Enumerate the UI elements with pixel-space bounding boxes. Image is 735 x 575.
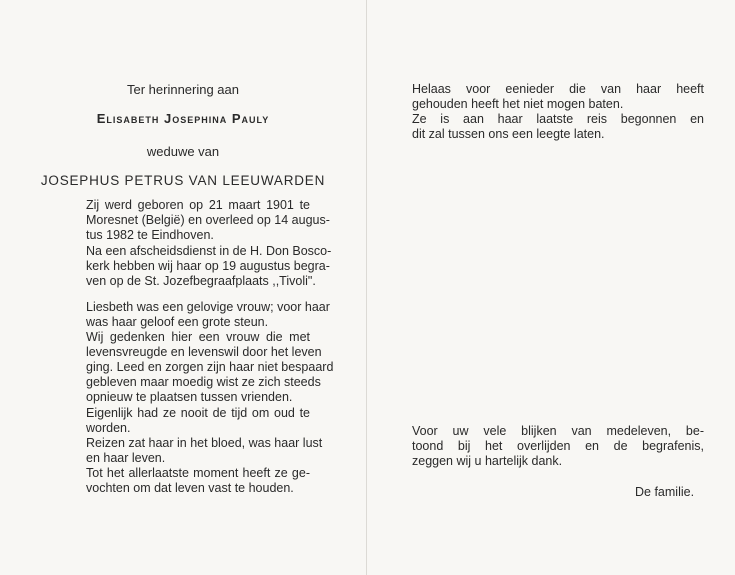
husband-name: JOSEPHUS PETRUS VAN LEEUWARDEN — [40, 173, 326, 188]
final-paragraph — [86, 466, 310, 496]
text-line: Ze is aan haar laatste reis begonnen en — [412, 112, 704, 126]
in-memory-heading: Ter herinnering aan — [126, 82, 240, 97]
text-line: Eigenlijk had ze nooit de tijd om oud te — [86, 406, 310, 420]
poem — [412, 82, 704, 142]
text-line: kerk hebben wij haar op 19 augustus begra- — [86, 259, 330, 273]
faith-paragraph — [86, 300, 330, 330]
text-line: worden. — [86, 421, 131, 435]
remembrance-paragraph — [86, 330, 334, 405]
text-line: Zij werd geboren op 21 maart 1901 te — [86, 198, 310, 212]
text-line: gebleven maar moedig wist ze zich steeds — [86, 375, 321, 389]
text-line: ging. Leed en zorgen zijn haar niet bespaard — [86, 360, 334, 374]
text-line: dit zal tussen ons een leegte laten. — [412, 127, 605, 141]
text-line: was haar geloof een grote steun. — [86, 315, 269, 329]
birth-death-paragraph — [86, 198, 330, 243]
text-line: Wij gedenken hier een vrouw die met — [86, 330, 310, 344]
text-line: Na een afscheidsdienst in de H. Don Bosco- — [86, 244, 332, 258]
age-paragraph — [86, 406, 310, 436]
text-line: tus 1982 te Eindhoven. — [86, 228, 214, 242]
travel-paragraph — [86, 436, 323, 466]
text-line: en haar leven. — [86, 451, 166, 465]
text-line: gehouden heeft het niet mogen baten. — [412, 97, 624, 111]
text-line: Tot het allerlaatste moment heeft ze ge- — [86, 466, 310, 480]
funeral-paragraph — [86, 244, 332, 289]
text-line: Reizen zat haar in het bloed, was haar lust — [86, 436, 323, 450]
text-line: zeggen wij u hartelijk dank. — [412, 454, 563, 468]
text-line: toond bij het overlijden en de begrafenis, — [412, 439, 704, 453]
family-signature: De familie. — [635, 485, 695, 499]
thanks-paragraph — [412, 424, 704, 469]
text-line: Liesbeth was een gelovige vrouw; voor haar — [86, 300, 330, 314]
text-line: Voor uw vele blijken van medeleven, be- — [412, 424, 704, 438]
text-line: vochten om dat leven vast te houden. — [86, 481, 294, 495]
widow-of-label: weduwe van — [146, 144, 220, 159]
text-line: opnieuw te plaatsen tussen vrienden. — [86, 390, 293, 404]
left-page — [0, 0, 366, 575]
text-line: Moresnet (België) en overleed op 14 augus- — [86, 213, 330, 227]
text-line: ven op de St. Jozefbegraafplaats ,,Tivoli". — [86, 274, 316, 288]
text-line: Helaas voor eenieder die van haar heeft — [412, 82, 704, 96]
right-page — [367, 0, 735, 575]
deceased-name: Elisabeth Josephina Pauly — [96, 111, 270, 126]
text-line: levensvreugde en levenswil door het leven — [86, 345, 322, 359]
